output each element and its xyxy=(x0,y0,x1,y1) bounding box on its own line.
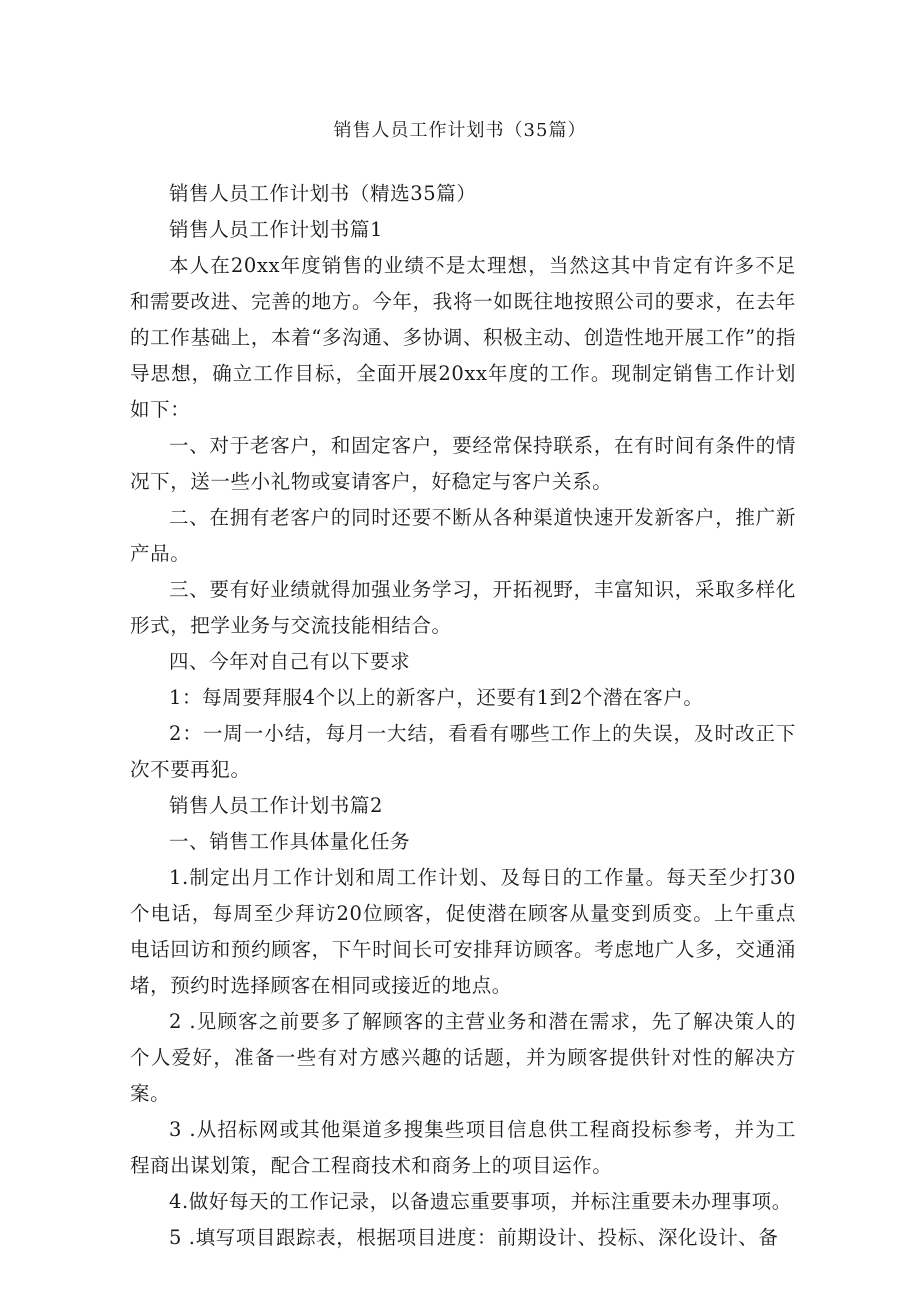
paragraph-section-heading-2: 销售人员工作计划书篇2 xyxy=(169,794,384,817)
document-title: 销售人员工作计划书（35篇） xyxy=(333,120,587,141)
paragraph-item-4: 四、今年对自己有以下要求 xyxy=(169,650,411,673)
paragraph-item-2: 二、在拥有老客户的同时还要不断从各种渠道快速开发新客户，推广新产品。 xyxy=(130,506,796,565)
paragraph-item-1: 一、对于老客户，和固定客户，要经常保持联系，在有时间有条件的情况下，送一些小礼物或宴请客户，好稳定与客户关系。 xyxy=(130,434,796,493)
paragraph-task-4: 4.做好每天的工作记录，以备遗忘重要事项，并标注重要未办理事项。 xyxy=(169,1190,792,1213)
paragraph-subheading: 一、销售工作具体量化任务 xyxy=(169,830,411,853)
paragraph-item-3: 三、要有好业绩就得加强业务学习，开拓视野，丰富知识，采取多样化形式，把学业务与交流技能相结合。 xyxy=(130,578,796,637)
document-body xyxy=(130,176,796,1256)
paragraph-task-3: 3 .从招标网或其他渠道多搜集些项目信息供工程商投标参考，并为工程商出谋划策，配合工程商技术和商务上的项目运作。 xyxy=(130,1118,796,1177)
paragraph-task-2: 2 .见顾客之前要多了解顾客的主营业务和潜在需求，先了解决策人的个人爱好，准备一些有对方感兴趣的话题，并为顾客提供针对性的解决方案。 xyxy=(130,1010,796,1105)
paragraph-task-1: 1.制定出月工作计划和周工作计划、及每日的工作量。每天至少打30个电话，每周至少拜访20位顾客，促使潜在顾客从量变到质变。上午重点电话回访和预约顾客，下午时间长可安排拜访顾客。考虑地广人多，交通涌堵，预约时选择顾客在相同或接近的地点。 xyxy=(130,866,796,997)
paragraph-task-5: 5 .填写项目跟踪表，根据项目进度：前期设计、投标、深化设计、备 xyxy=(169,1226,779,1249)
paragraph-intro: 本人在20xx年度销售的业绩不是太理想，当然这其中肯定有许多不足和需要改进、完善的地方。今年，我将一如既往地按照公司的要求，在去年的工作基础上，本着“多沟通、多协调、积极主动、创造性地开展工作”的指导思想，确立工作目标，全面开展20xx年度的工作。现制定销售工作计划如下： xyxy=(130,254,796,421)
paragraph-section-heading-1: 销售人员工作计划书篇1 xyxy=(169,218,384,241)
paragraph-requirement-1: 1：每周要拜服4个以上的新客户，还要有1到2个潜在客户。 xyxy=(169,686,704,709)
paragraph-subtitle: 销售人员工作计划书（精选35篇） xyxy=(169,182,477,205)
paragraph-requirement-2: 2：一周一小结，每月一大结，看看有哪些工作上的失误，及时改正下次不要再犯。 xyxy=(130,722,796,781)
